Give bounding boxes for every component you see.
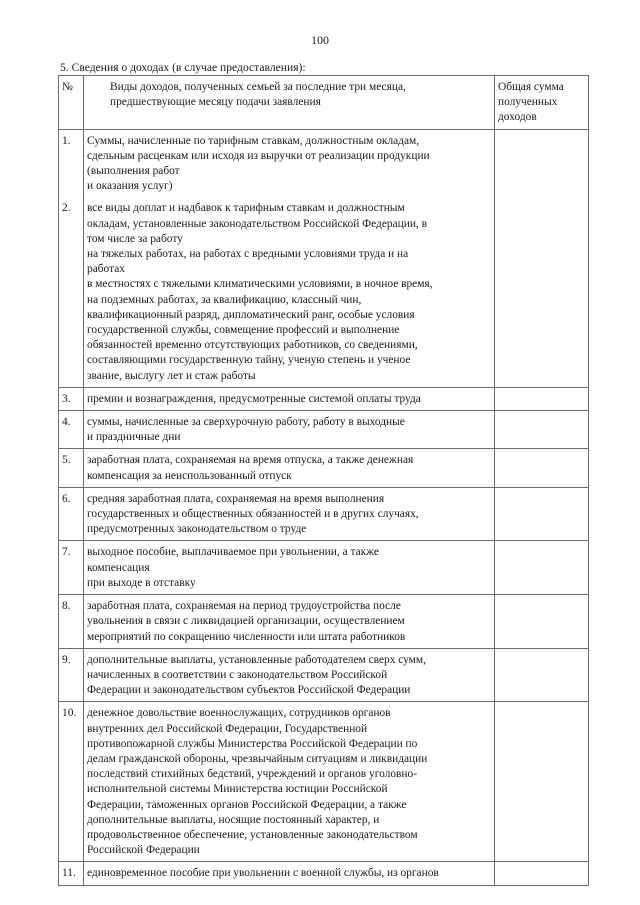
row-description-cell	[84, 449, 495, 487]
row-sum-cell[interactable]	[495, 541, 589, 595]
row-description-line: все виды доплат и надбавок к тарифным ставкам и должностным	[87, 202, 405, 215]
row-description-cell	[84, 702, 495, 862]
row-description-line: звание, выслугу лет и стаж работы	[87, 369, 256, 382]
row-description-cell	[84, 129, 495, 197]
row-description-line: дополнительные выплаты, установленные работодателем сверх сумм,	[87, 653, 426, 666]
row-number-cell: 11.	[59, 862, 84, 885]
row-description-line: Суммы, начисленные по тарифным ставкам, должностным окладам,	[87, 134, 420, 147]
row-description-cell	[84, 648, 495, 702]
row-description-line: сдельным расценкам или исходя из выручки от реализации продукции	[87, 149, 430, 162]
row-description-cell	[84, 862, 495, 885]
row-description-line: заработная плата, сохраняемая на период трудоустройства после	[87, 600, 401, 613]
row-number-cell: 4.	[59, 411, 84, 449]
table-row	[59, 648, 589, 702]
page-number: 100	[311, 33, 329, 47]
table-row	[59, 387, 589, 410]
row-description-line: исполнительной системы Министерства юстиции Российской	[87, 783, 388, 796]
header-sum-cell	[495, 76, 589, 130]
row-description-line: предусмотренных законодательством о труде	[87, 523, 307, 536]
row-description-line: государственной службы, совмещение профессий и выполнение	[87, 324, 400, 337]
row-sum-cell[interactable]	[495, 595, 589, 649]
row-description-line: увольнения в связи с ликвидацией организации, осуществлением	[87, 615, 405, 628]
row-sum-cell[interactable]	[495, 449, 589, 487]
row-description-line: компенсация	[87, 561, 150, 574]
table-row	[59, 487, 589, 541]
row-description-line: работах	[87, 263, 125, 276]
row-description-cell	[84, 541, 495, 595]
row-description-line: и оказания услуг)	[87, 180, 173, 193]
row-description-line: государственных и общественных обязанностей и в других случаях,	[87, 508, 419, 521]
row-description-line: компенсация за неиспользованный отпуск	[87, 469, 292, 482]
row-description-line: составляющими государственную тайну, ученую степень и ученое	[87, 354, 411, 367]
row-number-cell: 10.	[59, 702, 84, 862]
table-row	[59, 129, 589, 197]
row-number-cell: 2.	[59, 197, 84, 387]
row-description-line: дополнительные выплаты, носящие постоянный характер, и	[87, 813, 380, 826]
row-number-cell: 8.	[59, 595, 84, 649]
row-description-cell	[84, 487, 495, 541]
table-row	[59, 702, 589, 862]
row-description-line: суммы, начисленные за сверхурочную работу, работу в выходные	[87, 416, 405, 429]
row-description-line: внутренних дел Российской Федерации, Государственной	[87, 722, 368, 735]
row-description-cell	[84, 197, 495, 387]
row-number-cell: 9.	[59, 648, 84, 702]
row-description-cell	[84, 595, 495, 649]
row-description-line: делам гражданской обороны, чрезвычайным ситуациям и ликвидации	[87, 752, 428, 765]
row-description-line: при выходе в отставку	[87, 576, 196, 589]
row-description-line: противопожарной службы Министерства Российской Федерации по	[87, 737, 418, 750]
income-table	[58, 75, 589, 886]
row-description-line: обязанностей временно отсутствующих работников, со сведениями,	[87, 339, 418, 352]
row-description-line: на тяжелых работах, на работах с вредными условиями труда и на	[87, 248, 409, 261]
table-row	[59, 197, 589, 387]
row-number-cell: 5.	[59, 449, 84, 487]
row-description-line: денежное довольствие военнослужащих, сотрудников органов	[87, 707, 391, 720]
row-number-cell: 7.	[59, 541, 84, 595]
header-description-cell	[84, 76, 495, 130]
row-sum-cell[interactable]	[495, 487, 589, 541]
row-description-line: и праздничные дни	[87, 431, 181, 444]
row-description-line: продовольственное обеспечение, установленные законодательством	[87, 828, 418, 841]
table-row	[59, 541, 589, 595]
header-description-line: предшествующие месяцу подачи заявления	[110, 96, 321, 109]
row-description-cell	[84, 387, 495, 410]
header-description-line: Виды доходов, полученных семьей за последние три месяца,	[110, 81, 406, 93]
header-number-cell: №	[59, 76, 84, 130]
row-description-line: средняя заработная плата, сохраняемая на время выполнения	[87, 492, 385, 505]
row-description-line: премии и вознаграждения, предусмотренные системой оплаты труда	[87, 392, 421, 405]
section-title: 5. Сведения о доходах (в случае предоставления):	[60, 61, 306, 74]
row-description-line: начисленных в соответствии с законодательством Российской	[87, 668, 388, 681]
row-description-line: квалификационный разряд, дипломатический ранг, особые условия	[87, 308, 415, 321]
row-sum-cell[interactable]	[495, 862, 589, 885]
row-sum-cell[interactable]	[495, 411, 589, 449]
row-description-cell	[84, 411, 495, 449]
row-description-line: Федерации и законодательством субъектов Российской Федерации	[87, 684, 411, 697]
row-sum-cell[interactable]	[495, 702, 589, 862]
header-sum-line: доходов	[498, 111, 537, 124]
table-row	[59, 411, 589, 449]
row-sum-cell[interactable]	[495, 197, 589, 387]
header-sum-line: полученных	[498, 96, 558, 109]
row-description-line: Федерации, таможенных органов Российской Федерации, а также	[87, 798, 407, 811]
row-description-line: том числе за работу	[87, 232, 183, 245]
table-row	[59, 449, 589, 487]
row-sum-cell[interactable]	[495, 648, 589, 702]
table-header-row	[59, 76, 589, 130]
row-description-line: Российской Федерации	[87, 844, 200, 857]
row-number-cell: 1.	[59, 129, 84, 197]
table-row	[59, 862, 589, 885]
row-sum-cell[interactable]	[495, 387, 589, 410]
row-number-cell: 6.	[59, 487, 84, 541]
row-sum-cell[interactable]	[495, 129, 589, 197]
row-description-line: (выполнения работ	[87, 165, 180, 178]
row-number-cell: 3.	[59, 387, 84, 410]
row-description-line: окладам, установленные законодательством Российской Федерации, в	[87, 217, 428, 230]
row-description-line: на подземных работах, за квалификацию, классный чин,	[87, 293, 362, 306]
row-description-line: заработная плата, сохраняемая на время отпуска, а также денежная	[87, 454, 414, 467]
row-description-line: единовременное пособие при увольнении с военной службы, из органов	[87, 867, 439, 880]
table-row	[59, 595, 589, 649]
header-sum-line: Общая сумма	[498, 81, 564, 93]
row-description-line: в местностях с тяжелыми климатическими условиями, в ночное время,	[87, 278, 433, 291]
row-description-line: последствий стихийных бедствий, учреждений и органов уголовно-	[87, 768, 417, 781]
row-description-line: мероприятий по сокращению численности или штата работников	[87, 630, 406, 643]
row-description-line: выходное пособие, выплачиваемое при увольнении, а также	[87, 546, 379, 559]
